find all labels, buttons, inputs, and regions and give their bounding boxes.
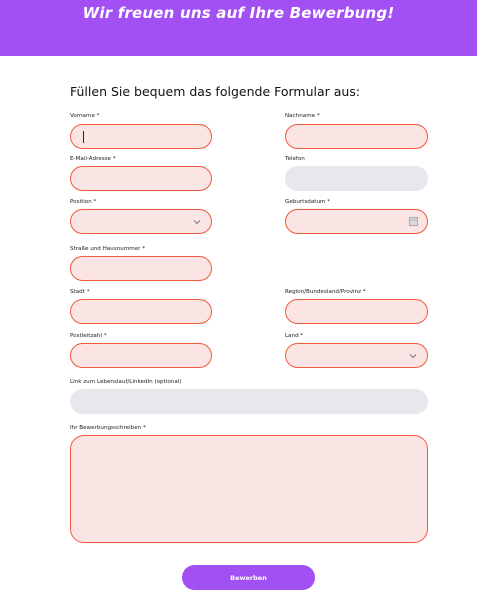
text-cursor bbox=[83, 131, 84, 143]
header-banner bbox=[0, 0, 477, 56]
land-label: Land * bbox=[285, 333, 304, 339]
postleitzahl-input[interactable] bbox=[70, 343, 212, 368]
strasse-input[interactable] bbox=[70, 256, 212, 281]
page-title: Wir freuen uns auf Ihre Bewerbung! bbox=[82, 4, 395, 22]
anschreiben-label: Ihr Bewerbungsschreiben * bbox=[70, 425, 146, 431]
vorname-label: Vorname * bbox=[70, 113, 100, 119]
region-label: Region/Bundesland/Provinz * bbox=[285, 289, 366, 295]
stadt-label: Stadt * bbox=[70, 289, 90, 295]
vorname-input[interactable] bbox=[70, 124, 212, 149]
position-label: Position * bbox=[70, 199, 97, 205]
email-input[interactable] bbox=[70, 166, 212, 191]
form-heading: Füllen Sie bequem das folgende Formular aus: bbox=[70, 84, 361, 99]
land-select[interactable] bbox=[285, 343, 428, 368]
stadt-input[interactable] bbox=[70, 299, 212, 324]
calendar-icon[interactable] bbox=[409, 217, 418, 226]
geburtsdatum-label: Geburtsdatum * bbox=[285, 199, 331, 205]
postleitzahl-label: Postleitzahl * bbox=[70, 333, 107, 339]
region-input[interactable] bbox=[285, 299, 428, 324]
position-select[interactable] bbox=[70, 209, 212, 234]
linkedin-input[interactable] bbox=[70, 389, 428, 414]
anschreiben-textarea[interactable] bbox=[70, 435, 428, 543]
strasse-label: Straße und Hausnummer * bbox=[70, 246, 146, 252]
telefon-input[interactable] bbox=[285, 166, 428, 191]
chevron-down-icon bbox=[191, 216, 203, 228]
linkedin-label: Link zum Lebenslauf/LinkedIn (optional) bbox=[70, 379, 182, 385]
chevron-down-icon bbox=[407, 350, 419, 362]
submit-button[interactable]: Bewerben bbox=[182, 565, 315, 590]
email-label: E-Mail-Adresse * bbox=[70, 156, 116, 162]
geburtsdatum-input[interactable] bbox=[285, 209, 428, 234]
telefon-label: Telefon bbox=[285, 156, 305, 162]
nachname-input[interactable] bbox=[285, 124, 428, 149]
nachname-label: Nachname * bbox=[285, 113, 320, 119]
